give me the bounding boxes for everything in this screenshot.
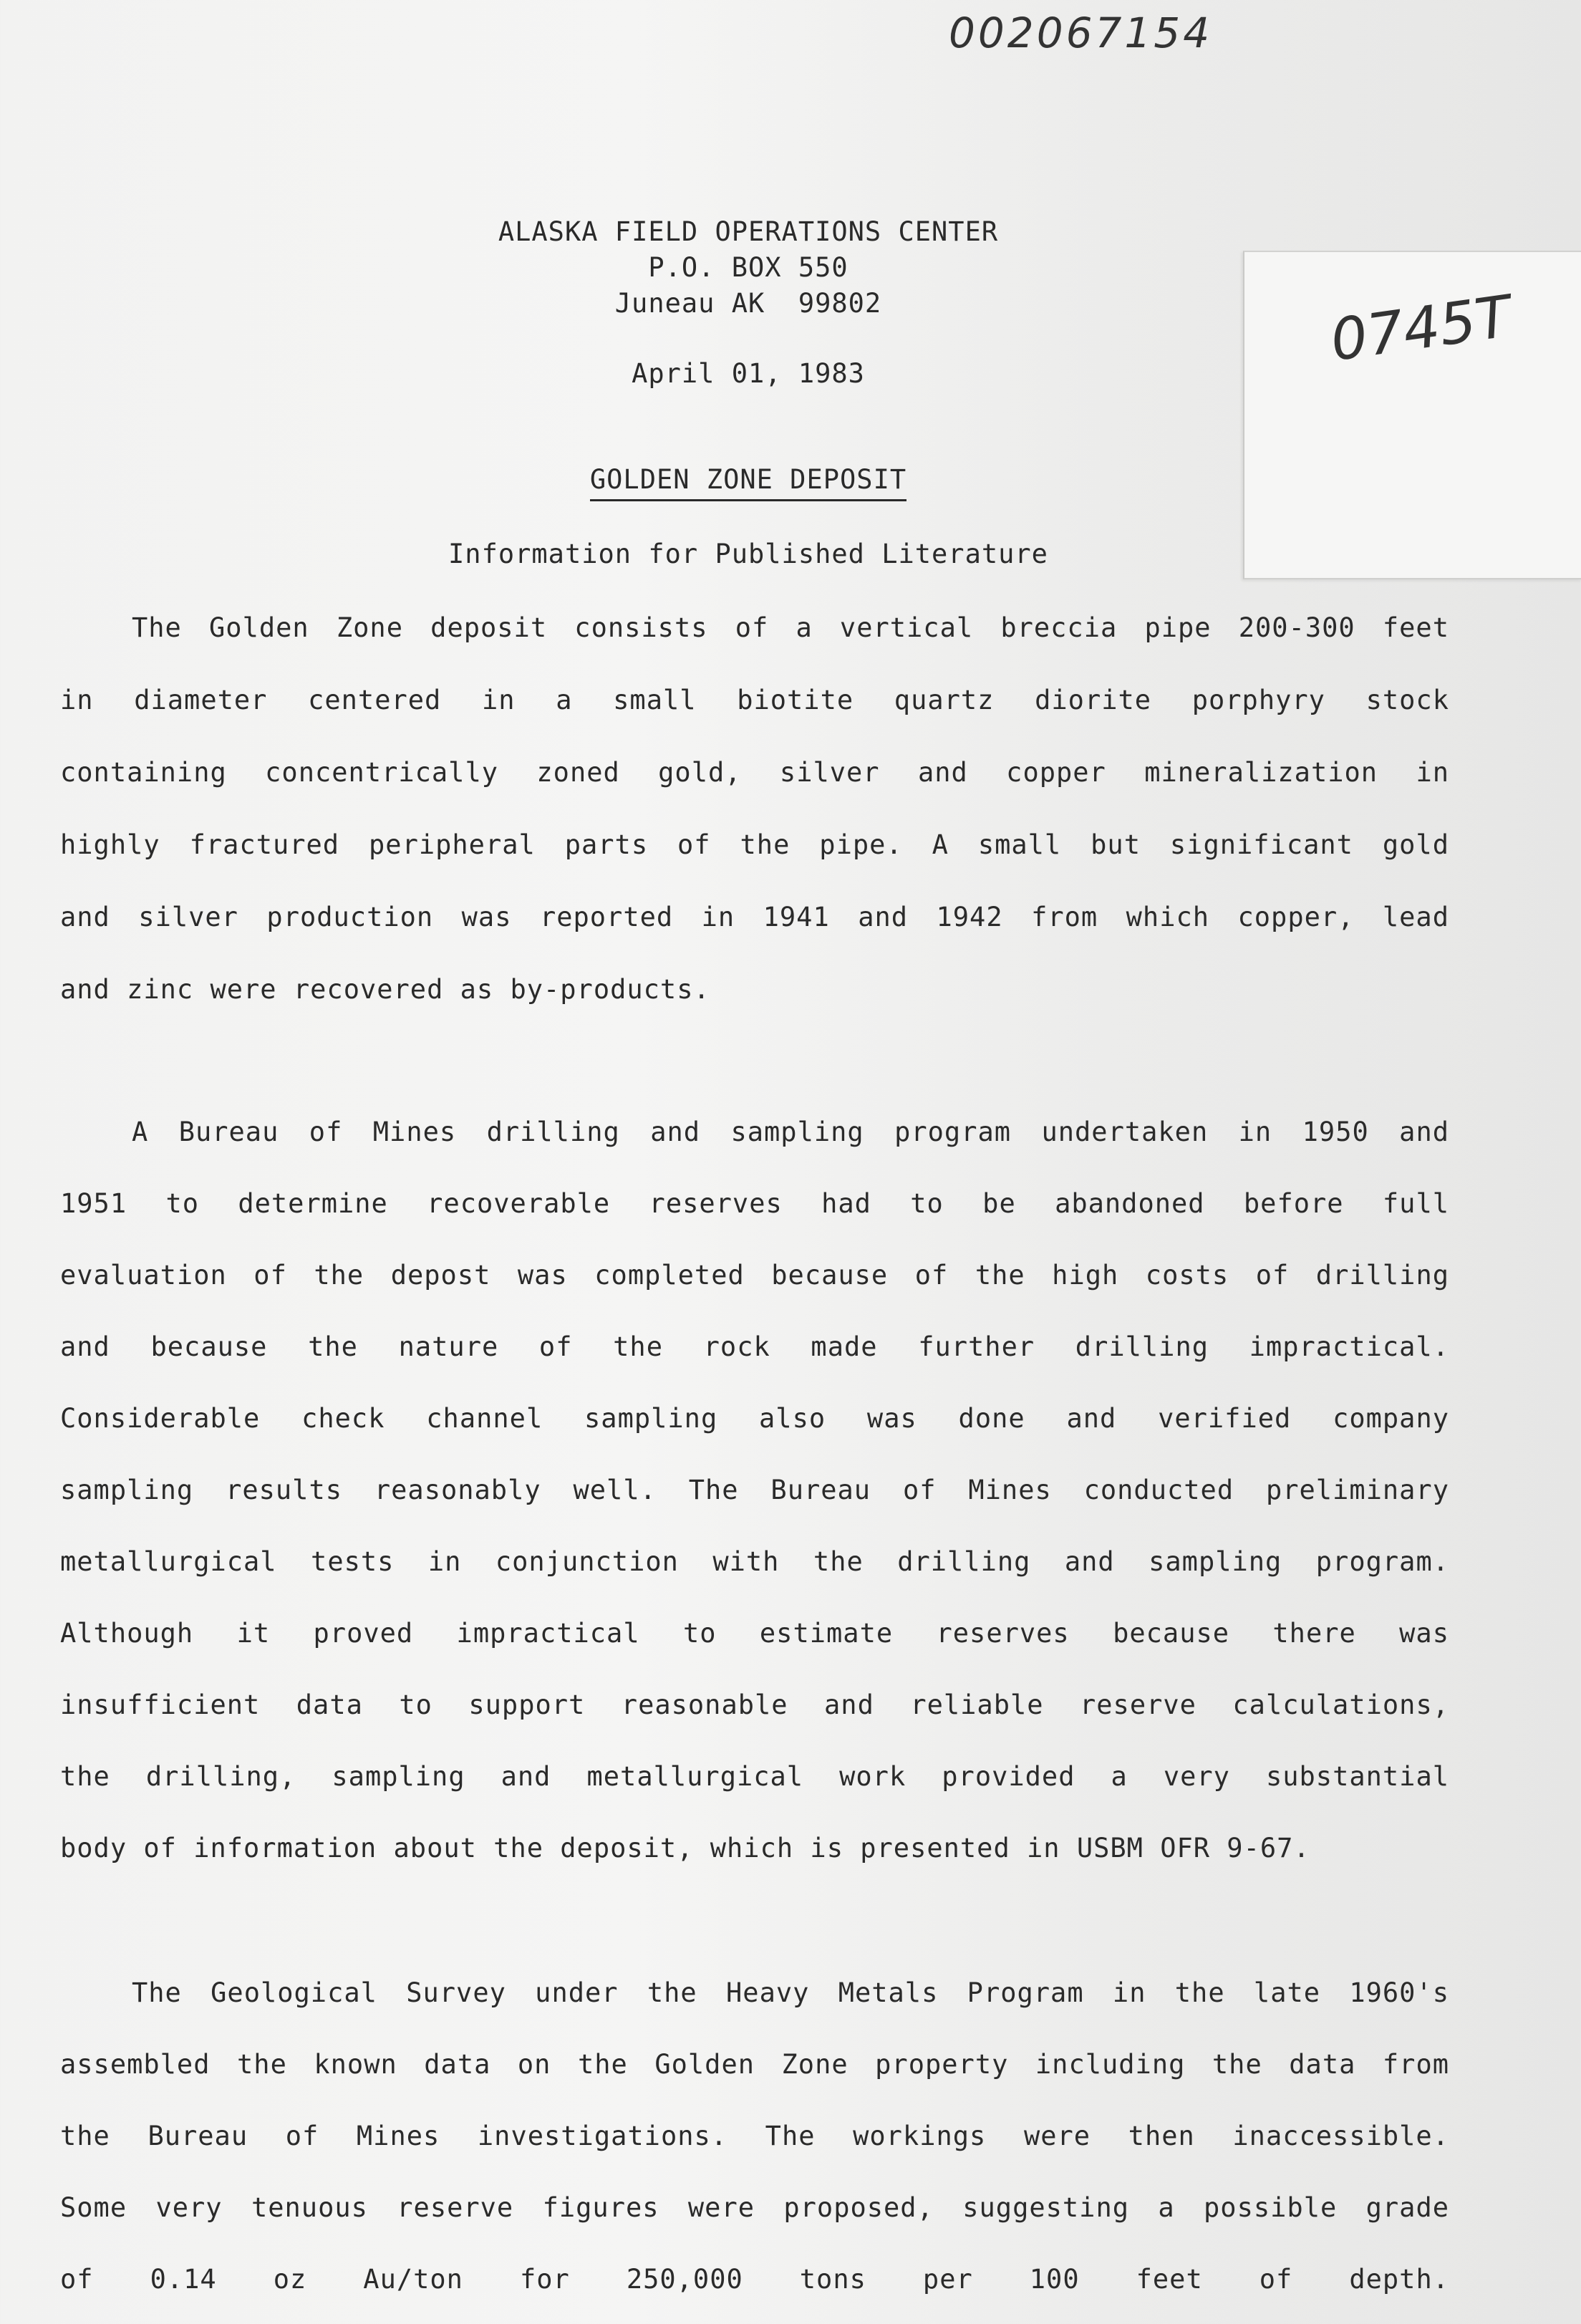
paragraph-line: Considerable check channel sampling also was done and verified company [60, 1403, 1449, 1434]
paragraph-line: A Bureau of Mines drilling and sampling program undertaken in 1950 and [132, 1117, 1449, 1147]
paragraph-line: and zinc were recovered as by-products. [60, 974, 710, 1005]
address-line-2: P.O. BOX 550 [648, 252, 848, 283]
paragraph-line: body of information about the deposit, which is presented in USBM OFR 9-67. [60, 1833, 1310, 1863]
address-line-3: Juneau AK 99802 [614, 288, 882, 319]
document-title [0, 464, 1497, 495]
paragraph-line: The Geological Survey under the Heavy Metals Program in the late 1960's [132, 1977, 1449, 2008]
paragraph-line: Some very tenuous reserve figures were proposed, suggesting a possible grade [60, 2192, 1449, 2223]
paragraph-line: metallurgical tests in conjunction with the drilling and sampling program. [60, 1546, 1449, 1577]
handwritten-sticker-code: 0745T [1326, 282, 1515, 375]
paragraph-line: in diameter centered in a small biotite quartz diorite porphyry stock [60, 685, 1449, 715]
paragraph-line: containing concentrically zoned gold, silver and copper mineralization in [60, 757, 1449, 788]
paragraph-line: and because the nature of the rock made further drilling impractical. [60, 1331, 1449, 1362]
document-subtitle: Information for Published Literature [448, 539, 1048, 569]
handwritten-document-number: 002067154 [949, 9, 1213, 57]
paragraph-line: sampling results reasonably well. The Bureau of Mines conducted preliminary [60, 1475, 1449, 1505]
paragraph-line: highly fractured peripheral parts of the pipe. A small but significant gold [60, 829, 1449, 860]
paragraph-line: the Bureau of Mines investigations. The workings were then inaccessible. [60, 2121, 1449, 2151]
paragraph-line: of 0.14 oz Au/ton for 250,000 tons per 100 feet of depth. [60, 2264, 1449, 2295]
paragraph-line: Although it proved impractical to estimate reserves because there was [60, 1618, 1449, 1649]
paragraph-line: and silver production was reported in 1941 and 1942 from which copper, lead [60, 902, 1449, 932]
address-line-1: ALASKA FIELD OPERATIONS CENTER [498, 216, 999, 247]
paragraph-line: assembled the known data on the Golden Zone property including the data from [60, 2049, 1449, 2080]
paragraph-line: evaluation of the depost was completed because of the high costs of drilling [60, 1260, 1449, 1291]
document-title-text: GOLDEN ZONE DEPOSIT [590, 464, 906, 501]
document-date: April 01, 1983 [632, 358, 865, 389]
paragraph-line: 1951 to determine recoverable reserves had to be abandoned before full [60, 1188, 1449, 1219]
paragraph-line: the drilling, sampling and metallurgical work provided a very substantial [60, 1761, 1449, 1792]
paragraph-line: The Golden Zone deposit consists of a vertical breccia pipe 200-300 feet [132, 612, 1449, 643]
paragraph-line: insufficient data to support reasonable and reliable reserve calculations, [60, 1689, 1449, 1720]
